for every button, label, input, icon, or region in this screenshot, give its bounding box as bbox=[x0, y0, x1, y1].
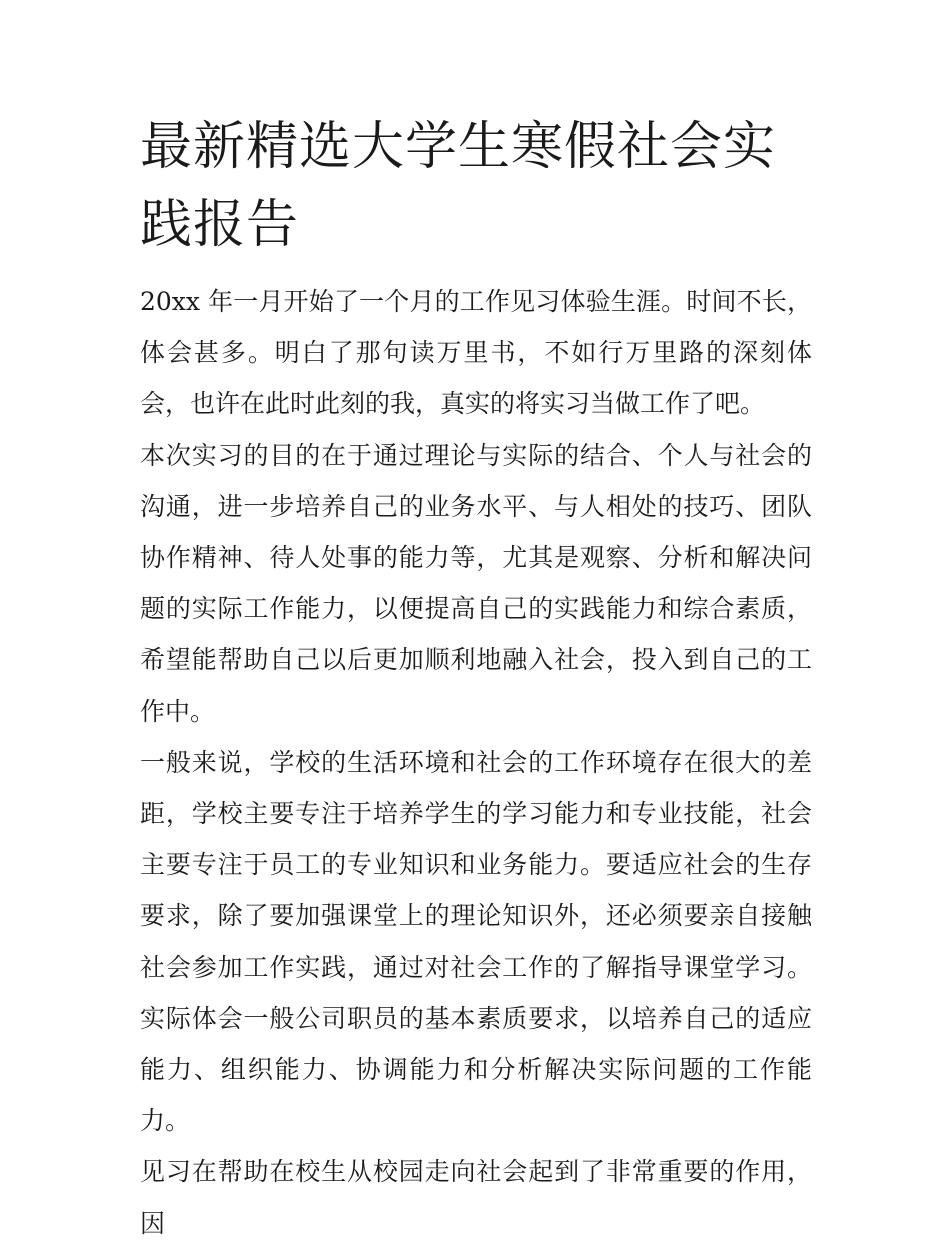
paragraph-2: 本次实习的目的在于通过理论与实际的结合、个人与社会的沟通，进一步培养自己的业务水平、与人相处的技巧、团队协作精神、待人处事的能力等，尤其是观察、分析和解决问题的实际工作能力，以便提高自己的实践能力和综合素质，希望能帮助自己以后更加顺利地融入社会，投入到自己的工作中。 bbox=[140, 440, 812, 726]
paragraph-4: 见习在帮助在校生从校园走向社会起到了非常重要的作用，因 bbox=[140, 1157, 812, 1238]
document-title: 最新精选大学生寒假社会实践报告 bbox=[140, 117, 777, 255]
paragraph-3: 一般来说，学校的生活环境和社会的工作环境存在很大的差距，学校主要专注于培养学生的学习能力和专业技能，社会主要专注于员工的专业知识和业务能力。要适应社会的生存要求，除了要加强课堂上的理论知识外，还必须要亲自接触社会参加工作实践，通过对社会工作的了解指导课堂学习。实际体会一般公司职员的基本素质要求，以培养自己的适应能力、组织能力、协调能力和分析解决实际问题的工作能力。 bbox=[140, 747, 812, 1136]
paragraph-1: 20xx 年一月开始了一个月的工作见习体验生涯。时间不长，体会甚多。明白了那句读万里书，不如行万里路的深刻体会，也许在此时此刻的我，真实的将实习当做工作了吧。 bbox=[140, 287, 812, 419]
document-page bbox=[140, 108, 812, 1249]
